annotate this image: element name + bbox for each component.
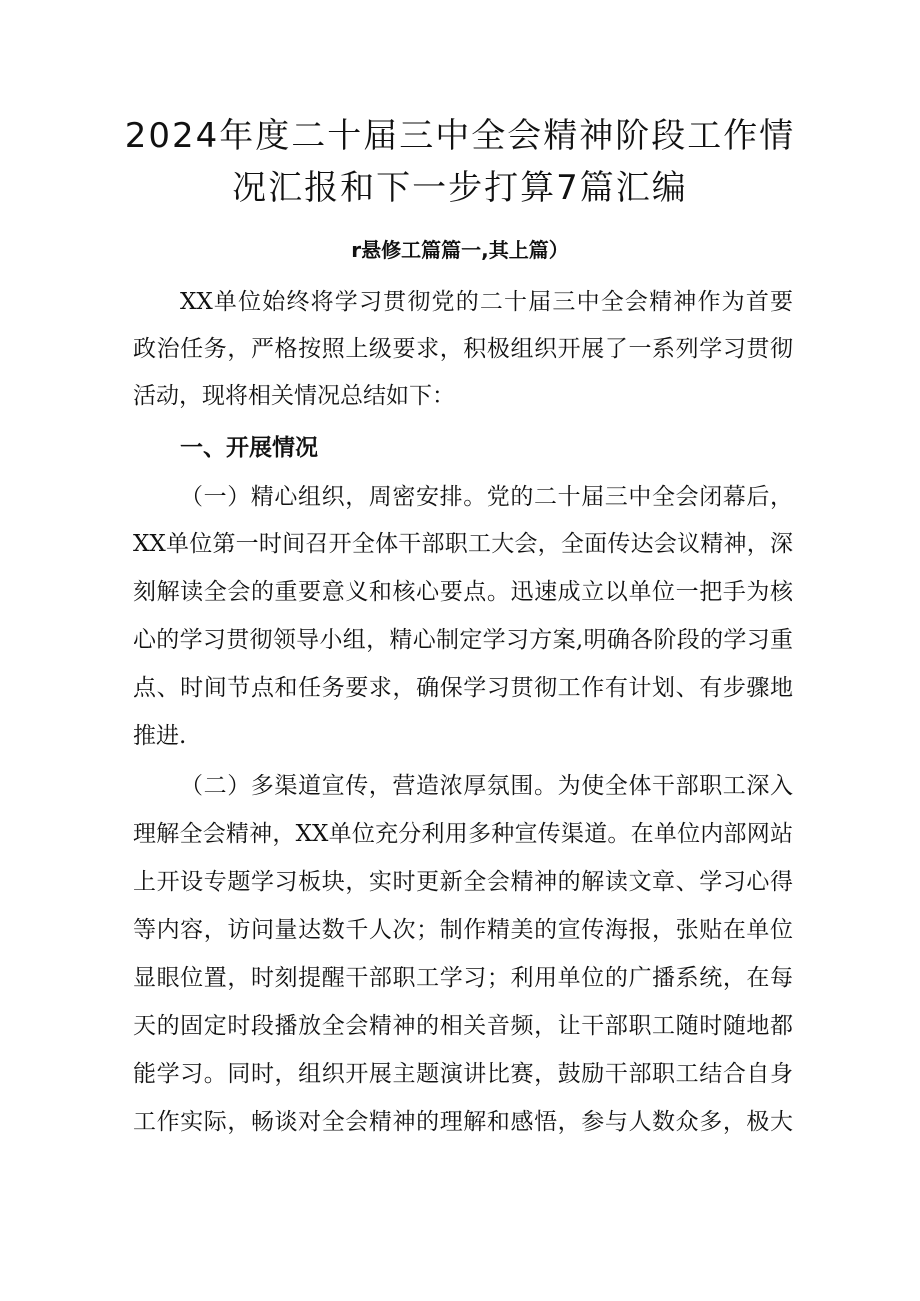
body-line: XX单位始终将学习贯彻党的二十届三中全会精神作为首要 xyxy=(180,289,793,315)
body-line: 活动，现将相关情况总结如下： xyxy=(133,383,455,409)
body-line: 天的固定时段播放全会精神的相关音频，让干部职工随时随地都 xyxy=(133,1013,793,1039)
body-line: 工作实际，畅谈对全会精神的理解和感悟，参与人数众多，极大 xyxy=(133,1109,793,1135)
body-line: （二）多渠道宣传，营造浓厚氛围。为使全体干部职工深入 xyxy=(180,773,793,799)
body-line: 能学习。同时，组织开展主题演讲比赛，鼓励干部职工结合自身 xyxy=(133,1061,793,1087)
body-line: 上开设专题学习板块，实时更新全会精神的解读文章、学习心得 xyxy=(133,869,793,895)
body-line: 点、时间节点和任务要求，确保学习贯彻工作有计划、有步骤地 xyxy=(133,675,793,701)
section-subtitle: r悬修工篇篇一,其上篇） xyxy=(351,238,569,262)
body-line: 心的学习贯彻领导小组，精心制定学习方案,明确各阶段的学习重 xyxy=(133,627,793,653)
body-line: 刻解读全会的重要意义和核心要点。迅速成立以单位一把手为核 xyxy=(133,579,793,605)
body-line: 理解全会精神，XX单位充分利用多种宣传渠道。在单位内部网站 xyxy=(133,821,793,847)
body-line: 显眼位置，时刻提醒干部职工学习；利用单位的广播系统，在每 xyxy=(133,965,793,991)
body-line: 推进. xyxy=(133,723,187,749)
body-line: 政治任务，严格按照上级要求，积极组织开展了一系列学习贯彻 xyxy=(133,336,793,362)
document-title-line-1: 2024年度二十届三中全会精神阶段工作情 xyxy=(124,116,796,156)
section-heading: 一、开展情况 xyxy=(180,435,318,461)
document-title-line-2: 况汇报和下一步打算7篇汇编 xyxy=(232,168,688,208)
body-line: XX单位第一时间召开全体干部职工大会，全面传达会议精神，深 xyxy=(133,531,793,557)
body-line: （一）精心组织，周密安排。党的二十届三中全会闭幕后， xyxy=(180,484,793,510)
body-line: 等内容，访问量达数千人次；制作精美的宣传海报，张贴在单位 xyxy=(133,917,793,943)
